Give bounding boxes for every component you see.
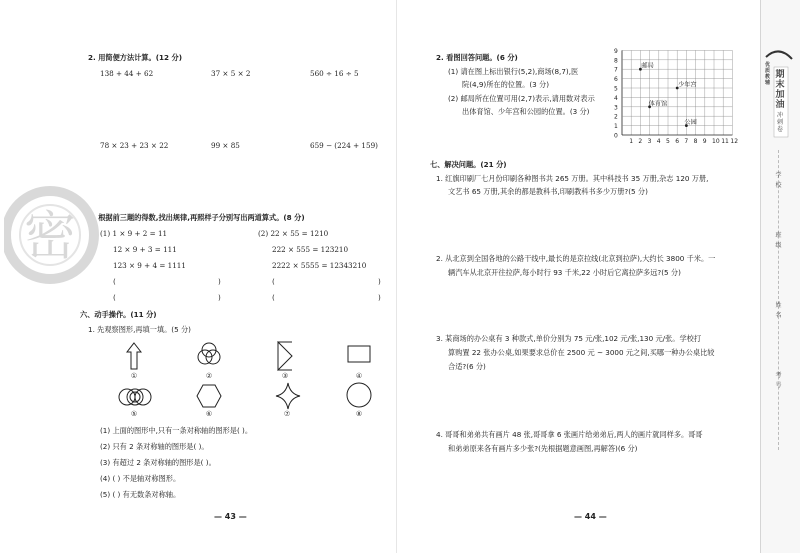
sidebar-field: 号 xyxy=(775,382,782,389)
figure-label: ① xyxy=(130,372,138,380)
fill-blank[interactable]: (3) 有超过 2 条对称轴的图形是( )。 xyxy=(100,458,216,467)
pattern-line: (1) 1 × 9 + 2 = 11 xyxy=(100,229,168,238)
y-tick-label: 8 xyxy=(614,57,618,65)
question-line: 出体育馆、少年宫和公园的位置。(3 分) xyxy=(462,107,590,116)
rectangle-shape-icon xyxy=(347,345,371,363)
star-shape-icon xyxy=(275,382,301,410)
place-label: 体育馆 xyxy=(648,100,668,108)
x-tick-label: 6 xyxy=(675,138,680,145)
problem-line: 4. 哥哥和弟弟共有画片 48 张,哥哥拿 6 张画片给弟弟后,两人的画片就同样多。哥哥 xyxy=(436,430,703,439)
hexagon-shape-icon xyxy=(196,384,222,408)
q2-title: 2. 看图回答问题。(6 分) xyxy=(436,53,518,62)
sidebar-field: 考 xyxy=(775,372,782,379)
fill-blank[interactable]: (1) 上面的图形中,只有一条对称轴的图形是( )。 xyxy=(100,426,253,435)
coordinate-grid[interactable] xyxy=(612,47,742,151)
problem-line: 合适?(6 分) xyxy=(448,362,486,371)
answer-paren-close: ) xyxy=(218,293,221,302)
pattern-line: 2222 × 5555 = 12343210 xyxy=(272,261,367,270)
fill-blank[interactable]: (2) 只有 2 条对称轴的图形是( )。 xyxy=(100,442,209,451)
problem-line: 辆汽车从北京开往拉萨,每小时行 93 千米,22 小时后它离拉萨多远?(5 分) xyxy=(448,268,681,277)
figure-label: ⑥ xyxy=(205,410,213,418)
question-line: 院(4,9)所在的位置。(3 分) xyxy=(462,80,550,89)
answer-paren-open[interactable]: ( xyxy=(113,293,116,302)
sidebar-field: 姓 xyxy=(775,302,782,309)
arrow-shape-icon xyxy=(126,342,142,370)
problem-line: 算购置 22 张办公桌,如果要求总价在 2500 元 ~ 3000 元之间,买哪一种办公桌比较 xyxy=(448,348,715,357)
y-tick-label: 4 xyxy=(614,94,618,102)
place-label: 公园 xyxy=(684,119,697,127)
pattern-line: 222 × 555 = 123210 xyxy=(272,245,349,254)
page-fold xyxy=(396,0,397,553)
q3-title: 3. 根据前三题的得数,找出规律,再照样子分别写出两道算式。(8 分) xyxy=(88,213,305,222)
q1-title: 1. 先观察图形,再填一填。(5 分) xyxy=(88,325,191,334)
x-tick-label: 2 xyxy=(638,138,643,145)
three-rings-shape-icon xyxy=(118,386,152,408)
x-tick-label: 4 xyxy=(656,138,661,145)
y-tick-label: 7 xyxy=(614,66,618,74)
sidebar-field: 校 xyxy=(775,182,782,189)
problem-line: 3. 某商场的办公桌有 3 种款式,单价分别为 75 元/张,102 元/张,130 元/张。学校打 xyxy=(436,334,702,343)
section6-title: 六、动手操作。(11 分) xyxy=(80,310,157,319)
x-tick-label: 8 xyxy=(693,138,698,145)
q2-title: 2. 用简便方法计算。(12 分) xyxy=(88,53,182,62)
figure-label: ③ xyxy=(281,372,289,380)
y-tick-label: 0 xyxy=(614,132,618,140)
question-line: (1) 请在图上标出银行(5,2),商场(8,7),医 xyxy=(448,67,579,76)
problem-line: 1. 红旗印刷厂七月份印刷各种图书共 265 万册。其中科技书 35 万册,杂志 120 万册, xyxy=(436,174,709,183)
brand-slogan: 优质教辅 xyxy=(764,62,770,86)
answer-paren-open[interactable]: ( xyxy=(272,293,275,302)
x-tick-label: 12 xyxy=(730,138,739,145)
problem-line: 文艺书 65 万册,其余的都是教科书,印刷教科书多少万册?(5 分) xyxy=(448,187,648,196)
y-tick-label: 5 xyxy=(614,85,618,93)
binding-line xyxy=(778,150,780,450)
brand-title: 期末加油 xyxy=(775,70,785,110)
y-tick-label: 1 xyxy=(614,123,618,131)
sidebar-field: 班 xyxy=(775,232,782,239)
question-line: (2) 邮局所在位置可用(2,7)表示,请用数对表示 xyxy=(448,94,595,103)
triquetra-shape-icon xyxy=(196,341,222,367)
y-tick-label: 9 xyxy=(614,47,618,55)
bowtie-shape-icon xyxy=(276,341,294,371)
circle-shape-icon xyxy=(346,382,372,408)
figure-label: ⑦ xyxy=(283,410,291,418)
figure-label: ② xyxy=(205,372,213,380)
y-tick-label: 6 xyxy=(614,76,618,84)
x-tick-label: 5 xyxy=(666,138,670,145)
answer-paren-close: ) xyxy=(218,277,221,286)
x-tick-label: 10 xyxy=(712,138,720,145)
y-tick-label: 2 xyxy=(614,113,618,121)
sidebar-field: 学 xyxy=(775,172,782,179)
sidebar-field: 名 xyxy=(775,312,782,319)
pattern-line: (2) 22 × 55 = 1210 xyxy=(258,229,329,238)
sidebar-field: 级 xyxy=(775,242,782,249)
figure-label: ⑤ xyxy=(130,410,138,418)
place-label: 少年宫 xyxy=(678,81,697,89)
x-tick-label: 11 xyxy=(721,138,729,145)
brand-subtitle: 冲刺卷 xyxy=(776,112,783,133)
figure-label: ⑧ xyxy=(355,410,363,418)
page-number: — 43 — xyxy=(214,512,247,521)
section7-title: 七、解决问题。(21 分) xyxy=(430,160,507,169)
x-tick-label: 7 xyxy=(684,138,689,145)
answer-paren-close: ) xyxy=(378,293,381,302)
y-tick-label: 3 xyxy=(614,104,618,112)
calc-expr: 659 − (224 + 159) xyxy=(310,141,378,150)
fill-blank[interactable]: (4) ( ) 不是轴对称图形。 xyxy=(100,474,181,483)
page-number: — 44 — xyxy=(574,512,607,521)
calc-expr: 37 × 5 × 2 xyxy=(211,69,251,78)
secret-stamp xyxy=(4,180,100,290)
x-tick-label: 1 xyxy=(629,138,634,145)
answer-paren-open[interactable]: ( xyxy=(113,277,116,286)
svg-text:密: 密 xyxy=(23,207,77,267)
calc-expr: 78 × 23 + 23 × 22 xyxy=(100,141,169,150)
place-label: 邮局 xyxy=(641,62,654,70)
answer-paren-close: ) xyxy=(378,277,381,286)
x-tick-label: 3 xyxy=(647,138,652,145)
calc-expr: 138 + 44 + 62 xyxy=(100,69,154,78)
pattern-line: 12 × 9 + 3 = 111 xyxy=(113,245,177,254)
problem-line: 和弟弟原来各有画片多少张?(先根据题意画图,再解答)(6 分) xyxy=(448,444,638,453)
calc-expr: 99 × 85 xyxy=(211,141,240,150)
fill-blank[interactable]: (5) ( ) 有无数条对称轴。 xyxy=(100,490,181,499)
problem-line: 2. 从北京到全国各地的公路干线中,最长的是京拉线(北京到拉萨),大约长 3800 千米。一 xyxy=(436,254,716,263)
calc-expr: 560 ÷ 16 ÷ 5 xyxy=(310,69,359,78)
pattern-line: 123 × 9 + 4 = 1111 xyxy=(113,261,186,270)
figure-label: ④ xyxy=(355,372,363,380)
answer-paren-open[interactable]: ( xyxy=(272,277,275,286)
x-tick-label: 9 xyxy=(702,138,707,145)
